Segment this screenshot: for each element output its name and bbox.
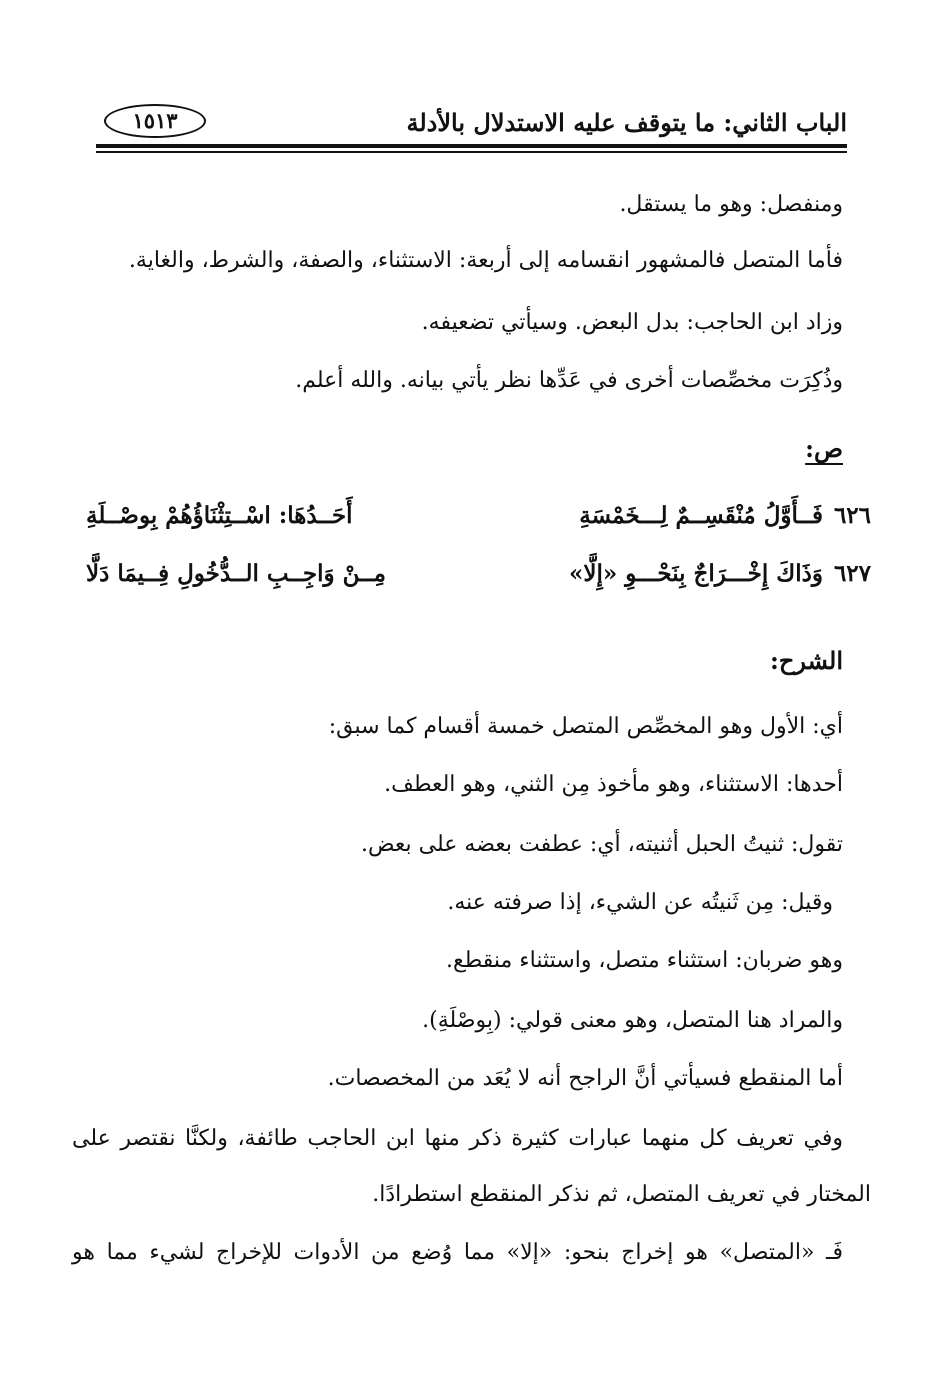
running-title: الباب الثاني: ما يتوقف عليه الاستدلال بالأدلة — [406, 108, 847, 137]
header-rule-thin — [96, 151, 847, 153]
intro-line: وزاد ابن الحاجب: بدل البعض. وسيأتي تضعيفه. — [421, 310, 843, 335]
commentary-line: أي: الأول وهو المخصِّص المتصل خمسة أقسام كما سبق: — [328, 714, 843, 739]
verse-first-hemistich: وَذَاكَ إِخْـــرَاجٌ بِنَحْـــوِ «إِلَّا» — [568, 560, 823, 587]
intro-line: وذُكِرَت مخصِّصات أخرى في عَدِّها نظر يأتي بيانه. والله أعلم. — [295, 368, 843, 393]
verse-second-hemistich: أَحَــدُهَا: اسْــتِثْنَاؤُهُمْ بِوصْــلَةِ — [86, 502, 353, 529]
text-heading: ص: — [805, 434, 843, 463]
commentary-line: وهو ضربان: استثناء متصل، واستثناء منقطع. — [446, 948, 843, 973]
page-number-badge: ١٥١٣ — [104, 104, 206, 138]
verse-627 — [86, 560, 871, 598]
commentary-line: تقول: ثنيتُ الحبل أثنيته، أي: عطفت بعضه على بعض. — [360, 832, 843, 857]
verse-second-hemistich: مِــنْ وَاجِــبِ الــدُّخُولِ فِــيمَا دَلَّا — [86, 560, 386, 587]
commentary-line: والمراد هنا المتصل، وهو معنى قولي: (بِوصْلَةِ). — [422, 1008, 843, 1033]
intro-line: ومنفصل: وهو ما يستقل. — [619, 192, 843, 217]
commentary-line: وقيل: مِن ثَنيتُه عن الشيء، إذا صرفته عنه. — [447, 890, 833, 915]
verse-number: ٦٢٦ — [833, 502, 871, 529]
commentary-line: أما المنقطع فسيأتي أنَّ الراجح أنه لا يُعَد من المخصصات. — [327, 1066, 843, 1091]
verse-626 — [86, 502, 871, 540]
header-rule-thick — [96, 144, 847, 148]
commentary-heading: الشرح: — [770, 646, 843, 675]
commentary-line: وفي تعريف كل منهما عبارات كثيرة ذكر منها ابن الحاجب طائفة، ولكنَّا نقتصر على — [72, 1126, 843, 1151]
commentary-line: أحدها: الاستثناء، وهو مأخوذ مِن الثني، وهو العطف. — [384, 772, 843, 797]
commentary-line: فَـ «المتصل» هو إخراج بنحو: «إلا» مما وُضع من الأدوات للإخراج لشيء مما هو — [72, 1240, 843, 1265]
page-header — [96, 92, 847, 146]
verse-number: ٦٢٧ — [833, 560, 871, 587]
commentary-line: المختار في تعريف المتصل، ثم نذكر المنقطع استطرادًا. — [372, 1182, 871, 1207]
intro-line: فأما المتصل فالمشهور انقسامه إلى أربعة: الاستثناء، والصفة، والشرط، والغاية. — [128, 248, 843, 273]
verse-first-hemistich: فَــأَوَّلُ مُنْقَسِــمٌ لِـــخَمْسَةِ — [579, 502, 823, 529]
